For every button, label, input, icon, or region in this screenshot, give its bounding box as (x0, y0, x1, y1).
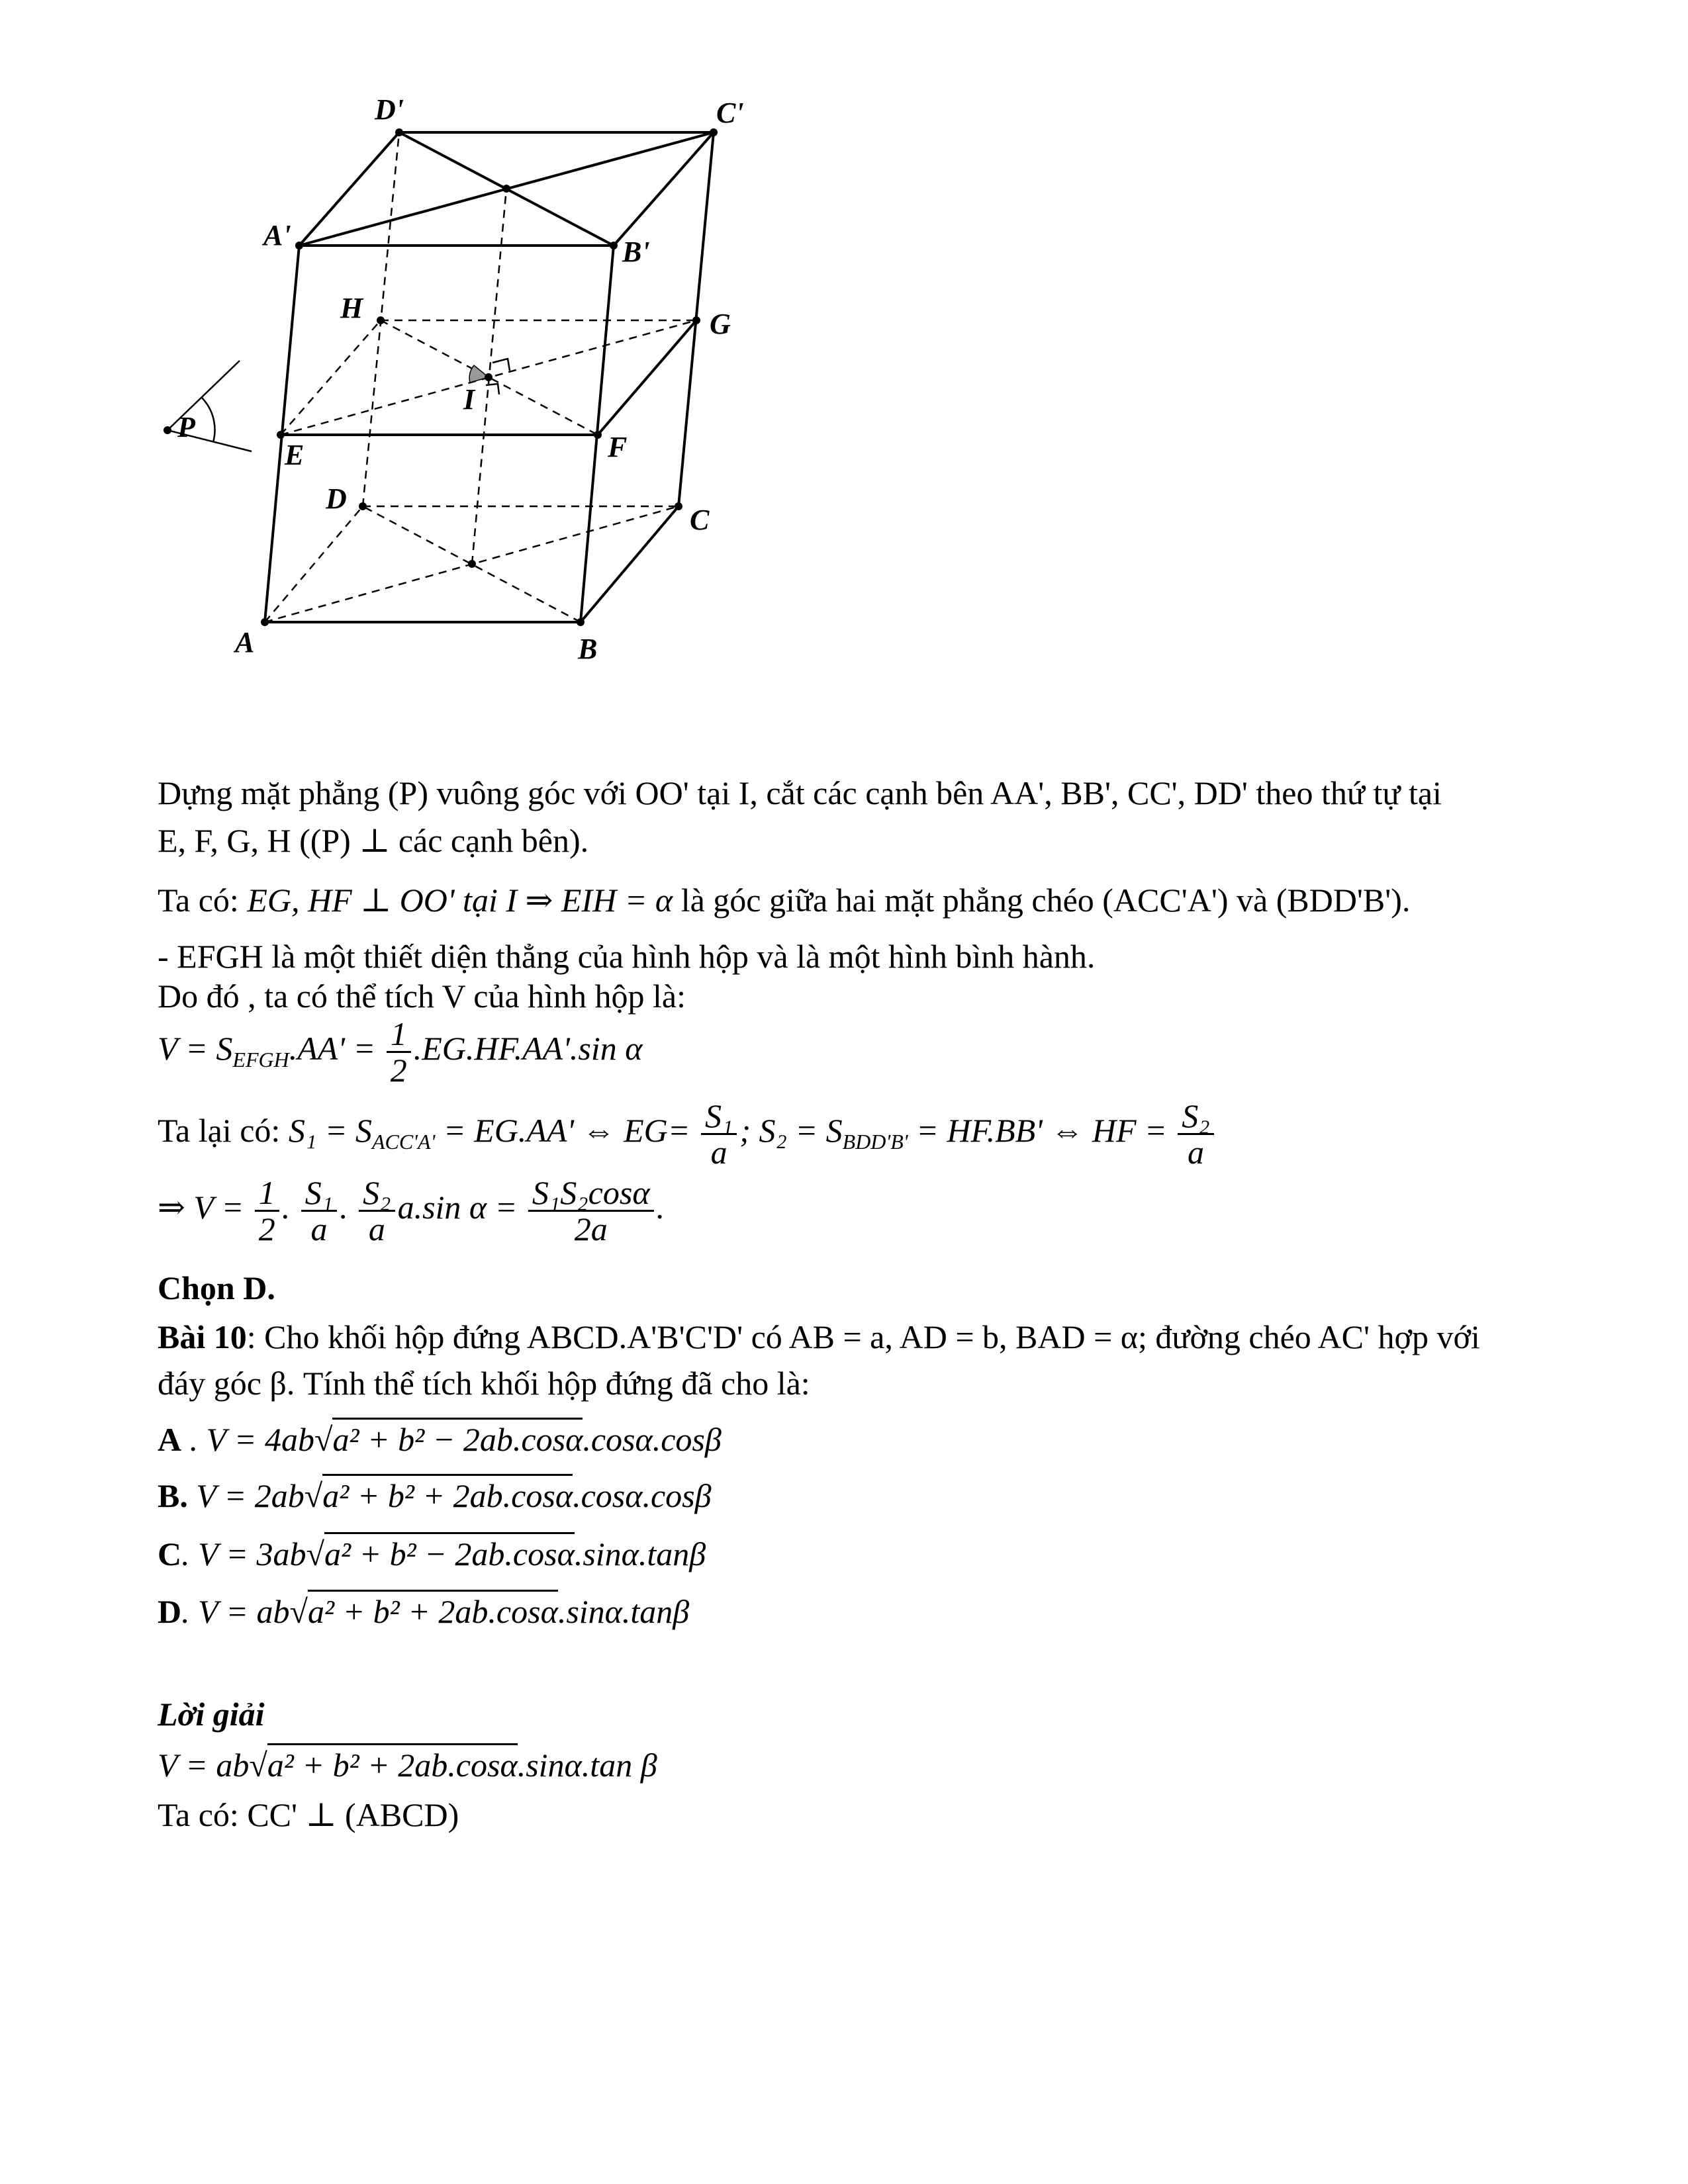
label-F: F (608, 431, 628, 463)
point-B (577, 618, 585, 626)
frac-den: a (710, 1134, 727, 1171)
point-E (277, 431, 285, 439)
geometry-figure (0, 0, 794, 688)
label-Dp: D' (375, 93, 404, 126)
text-line-1: Dựng mặt phẳng (P) vuông góc với OO' tại I, cắt các cạnh bên AA', BB', CC', DD' theo thứ tự tại (158, 774, 1442, 811)
line3-suffix: là góc giữa hai mặt phẳng chéo (ACC'A') và (BDD'B'). (673, 882, 1411, 919)
line7-hf: = HF.BB' ⇔ HF = (908, 1111, 1167, 1149)
formula-v-sub: EFGH (232, 1047, 289, 1071)
formula-result: ⇒ V = $\frac{1}{2}$ . $\frac{\text{S₁}}{a}$ . $\frac{\text{S₂}}{a}$ a.sin α = $\frac{\text{S₁S₂cosα}}{2a}$ . (158, 1174, 665, 1248)
problem-10-line-1 (158, 1317, 1480, 1357)
label-A: A (235, 626, 255, 659)
line7-sub2: BDD'B' (842, 1129, 908, 1154)
option-d-radicand: a² + b² + 2ab.cosα (308, 1590, 558, 1630)
plane-p-arc (202, 398, 214, 442)
label-D: D (326, 482, 347, 515)
option-a-radicand: a² + b² − 2ab.cosα (332, 1418, 583, 1458)
label-Bp: B' (622, 236, 650, 268)
solution-heading: Lời giải (158, 1696, 265, 1733)
solution-radicand: a² + b² + 2ab.cosα (267, 1743, 518, 1784)
line3-math: EG, HF ⊥ OO' tại I ⇒ EIH = α (247, 882, 673, 919)
point-P (164, 426, 171, 434)
problem-10-line-2: đáy góc β. Tính thể tích khối hộp đứng đã cho là: (158, 1365, 810, 1402)
point-Ap (295, 242, 303, 250)
option-b-label: B. (158, 1477, 188, 1514)
edge-FG (598, 320, 696, 435)
right-angle-mark (492, 359, 510, 371)
text-line-3 (158, 880, 1410, 920)
option-d-pre: . V = ab (181, 1593, 290, 1630)
label-H: H (340, 292, 363, 324)
option-a-pre: . V = 4ab (181, 1421, 314, 1458)
problem-10-label: Bài 10 (158, 1318, 247, 1355)
frac-den: 2 (390, 1052, 407, 1089)
edge-BpCp (614, 132, 714, 246)
chon-answer: Chọn D. (158, 1269, 275, 1306)
formula-volume (158, 1017, 642, 1087)
sqrt-icon: √ (314, 1421, 333, 1458)
option-a-label: A (158, 1421, 182, 1458)
label-Cp: C' (716, 97, 744, 129)
point-bottom-center (468, 560, 476, 568)
fraction-half (387, 1017, 411, 1087)
point-Dp (395, 128, 403, 136)
point-I (485, 373, 492, 381)
line8-prefix: ⇒ V = (158, 1188, 244, 1226)
fraction-s2-a (1178, 1099, 1213, 1169)
fraction-1-2 (255, 1175, 279, 1246)
label-C: C (690, 504, 710, 536)
label-E: E (285, 439, 305, 471)
sqrt-icon: √ (304, 1477, 323, 1514)
text-line-5: Do đó , ta có thể tích V của hình hộp là: (158, 978, 686, 1015)
option-d-label: D (158, 1593, 182, 1630)
solution-line-2: Ta có: CC' ⊥ (ABCD) (158, 1796, 459, 1833)
frac-num: 1 (387, 1017, 411, 1053)
option-d-post: .sinα.tanβ (557, 1593, 690, 1630)
point-A (261, 618, 269, 626)
frac-den: 2 (258, 1210, 275, 1248)
option-c-post: .sinα.tanβ (574, 1535, 706, 1572)
option-b-pre: V = 2ab (187, 1477, 305, 1514)
fraction-s2-a-2 (359, 1175, 395, 1246)
frac-num: S₂ (359, 1175, 395, 1212)
edge-AD (265, 506, 363, 622)
option-c-radicand: a² + b² − 2ab.cosα (324, 1532, 575, 1572)
formula-v-rhs: .EG.HF.AA'.sin α (413, 1029, 643, 1067)
point-C (675, 502, 682, 510)
formula-v-lhs: V = S (158, 1029, 233, 1067)
option-d (158, 1592, 689, 1631)
line3-prefix: Ta có: (158, 882, 248, 919)
label-I: I (463, 383, 475, 416)
text-line-4: - EFGH là một thiết diện thẳng của hình hộp và là một hình bình hành. (158, 938, 1096, 975)
option-a-post: .cosα.cosβ (583, 1421, 722, 1458)
frac-num: S₂ (1178, 1099, 1213, 1135)
fraction-s1-a-2 (301, 1175, 337, 1246)
option-b (158, 1476, 712, 1516)
frac-den: 2a (574, 1210, 608, 1248)
line7-s1: S₁ = S (288, 1111, 372, 1149)
frac-num: 1 (255, 1175, 279, 1212)
frac-num: S₁S₂cosα (528, 1175, 654, 1212)
formula-v-mid: .AA' = (289, 1029, 376, 1067)
option-c-label: C (158, 1535, 182, 1572)
point-F (594, 431, 602, 439)
edge-BC (581, 506, 679, 622)
point-H (377, 316, 385, 324)
text-line-2: E, F, G, H ((P) ⊥ các cạnh bên). (158, 822, 589, 859)
problem-10-text: : Cho khối hộp đứng ABCD.A'B'C'D' có AB = a, AD = b, BAD = α; đường chéo AC' hợp với (246, 1318, 1480, 1355)
sqrt-icon: √ (249, 1747, 267, 1784)
line7-prefix: Ta lại có: (158, 1111, 289, 1149)
point-G (692, 316, 700, 324)
fraction-s1-a (701, 1099, 737, 1169)
option-c (158, 1534, 706, 1574)
frac-num: S₁ (301, 1175, 337, 1212)
line7-sub1: ACC'A' (371, 1129, 436, 1154)
option-b-post: .cosα.cosβ (573, 1477, 712, 1514)
option-c-pre: . V = 3ab (181, 1535, 306, 1572)
label-Ap: A' (263, 219, 291, 251)
solution-post: .sinα.tan β (517, 1747, 657, 1784)
solution-formula (158, 1745, 657, 1785)
sqrt-icon: √ (289, 1593, 308, 1630)
option-a (158, 1420, 722, 1459)
frac-num: S₁ (701, 1099, 737, 1135)
point-Bp (610, 242, 618, 250)
line8-mid: a.sin α = (397, 1188, 518, 1226)
line7-s2: ; S₂ = S (739, 1111, 843, 1149)
option-b-radicand: a² + b² + 2ab.cosα (322, 1474, 573, 1514)
edge-EH (281, 320, 381, 435)
line8-end: . (656, 1188, 665, 1226)
label-P: P (177, 411, 195, 443)
point-D (359, 502, 367, 510)
frac-den: a (310, 1210, 328, 1248)
point-top-center (502, 185, 510, 193)
fraction-result (528, 1175, 654, 1246)
frac-den: a (368, 1210, 385, 1248)
formula-s1-s2 (158, 1099, 1217, 1169)
edge-ApDp (299, 132, 399, 246)
label-B: B (578, 633, 598, 665)
solution-pre: V = ab (158, 1747, 250, 1784)
line7-eg: = EG.AA' ⇔ EG= (435, 1111, 690, 1149)
frac-den: a (1187, 1134, 1204, 1171)
label-G: G (710, 308, 731, 340)
sqrt-icon: √ (306, 1535, 324, 1572)
point-Cp (710, 128, 718, 136)
